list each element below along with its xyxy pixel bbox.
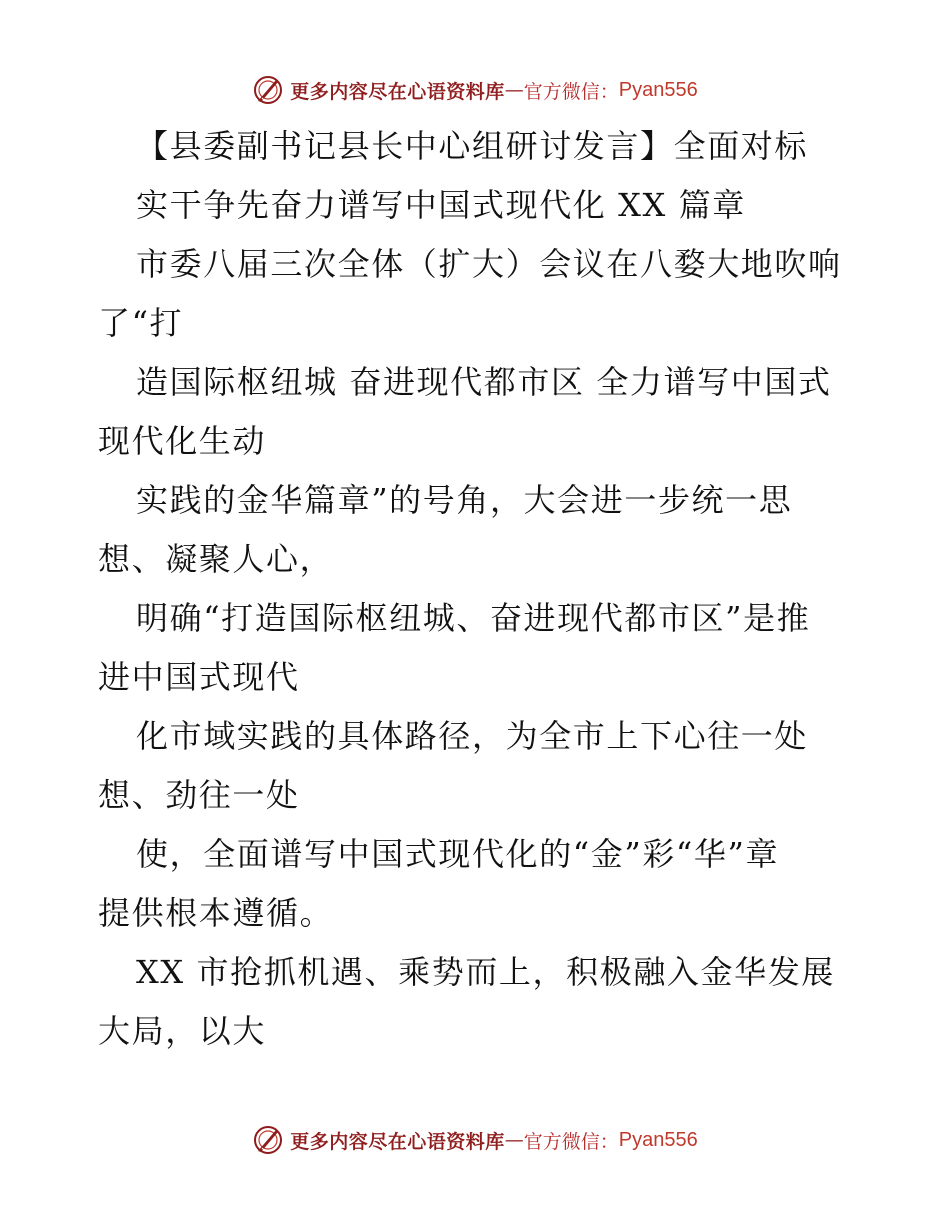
banner-wechat-handle: Pyan556 [618, 78, 698, 101]
banner-wechat-handle: Pyan556 [618, 1128, 698, 1151]
document-title-line-2: 实干争先奋力谱写中国式现代化 XX 篇章 [136, 186, 746, 224]
body-line: 大局，以大 [98, 1012, 267, 1050]
quill-pen-logo-icon [252, 1124, 284, 1156]
body-line: 造国际枢纽城 奋进现代都市区 全力谱写中国式 [136, 363, 832, 401]
banner-wechat-label: 官方微信： [523, 1130, 619, 1153]
body-line: 明确“打造国际枢纽城、奋进现代都市区”是推 [136, 599, 811, 637]
document-body [98, 117, 858, 1061]
quill-pen-logo-icon [252, 74, 284, 106]
footer-banner [0, 1120, 950, 1160]
body-line: 想、劲往一处 [98, 776, 300, 814]
banner-dash: — [504, 1129, 524, 1151]
body-line: 使，全面谱写中国式现代化的“金”彩“华”章 [136, 835, 780, 873]
body-line: 现代化生动 [98, 422, 267, 460]
document-title-line-1: 【县委副书记县长中心组研讨发言】全面对标 [136, 127, 809, 165]
body-line: 提供根本遵循。 [98, 894, 334, 932]
banner-brand-text: 更多内容尽在心语资料库 [290, 1130, 505, 1153]
body-line: XX 市抢抓机遇、乘势而上，积极融入金华发展 [136, 953, 835, 991]
banner-dash: — [504, 79, 524, 101]
body-line: 实践的金华篇章”的号角，大会进一步统一思 [136, 481, 793, 519]
body-line: 想、凝聚人心， [98, 540, 334, 578]
body-line: 了“打 [98, 304, 184, 342]
body-line: 化市域实践的具体路径，为全市上下心往一处 [136, 717, 809, 755]
body-line: 进中国式现代 [98, 658, 300, 696]
header-banner [0, 70, 950, 110]
banner-brand-text: 更多内容尽在心语资料库 [290, 80, 505, 103]
banner-wechat-label: 官方微信： [523, 80, 619, 103]
body-line: 市委八届三次全体（扩大）会议在八婺大地吹响 [136, 245, 842, 283]
